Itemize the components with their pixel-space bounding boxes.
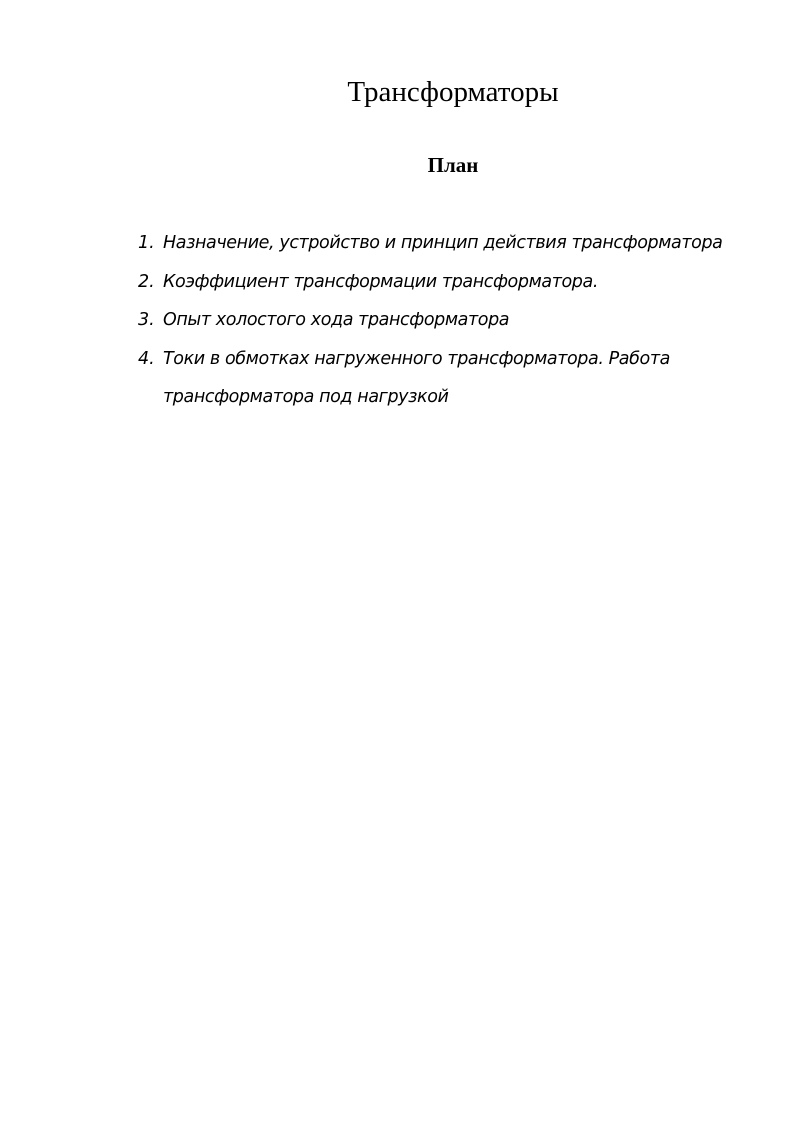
plan-item-3 bbox=[138, 301, 778, 340]
plan-item-1 bbox=[138, 224, 778, 263]
plan-item-number: 4. bbox=[138, 348, 155, 369]
plan-item-4 bbox=[138, 340, 778, 417]
plan-item-number: 2. bbox=[138, 271, 155, 292]
plan-item-text: Опыт холостого хода трансформатора bbox=[163, 310, 510, 330]
plan-heading: План bbox=[427, 153, 479, 177]
plan-item-number: 1. bbox=[138, 233, 155, 253]
plan-item-number: 3. bbox=[138, 310, 155, 330]
plan-item-text: Токи в обмотках нагруженного трансформатора. Работа трансформатора под нагрузкой bbox=[163, 348, 670, 407]
plan-item-text: Назначение, устройство и принцип действия трансформатора bbox=[163, 233, 723, 253]
plan-item-text: Коэффициент трансформации трансформатора. bbox=[163, 271, 598, 292]
plan-item-2 bbox=[138, 263, 778, 302]
plan-list bbox=[138, 224, 778, 417]
document-title: Трансформаторы bbox=[347, 76, 559, 108]
